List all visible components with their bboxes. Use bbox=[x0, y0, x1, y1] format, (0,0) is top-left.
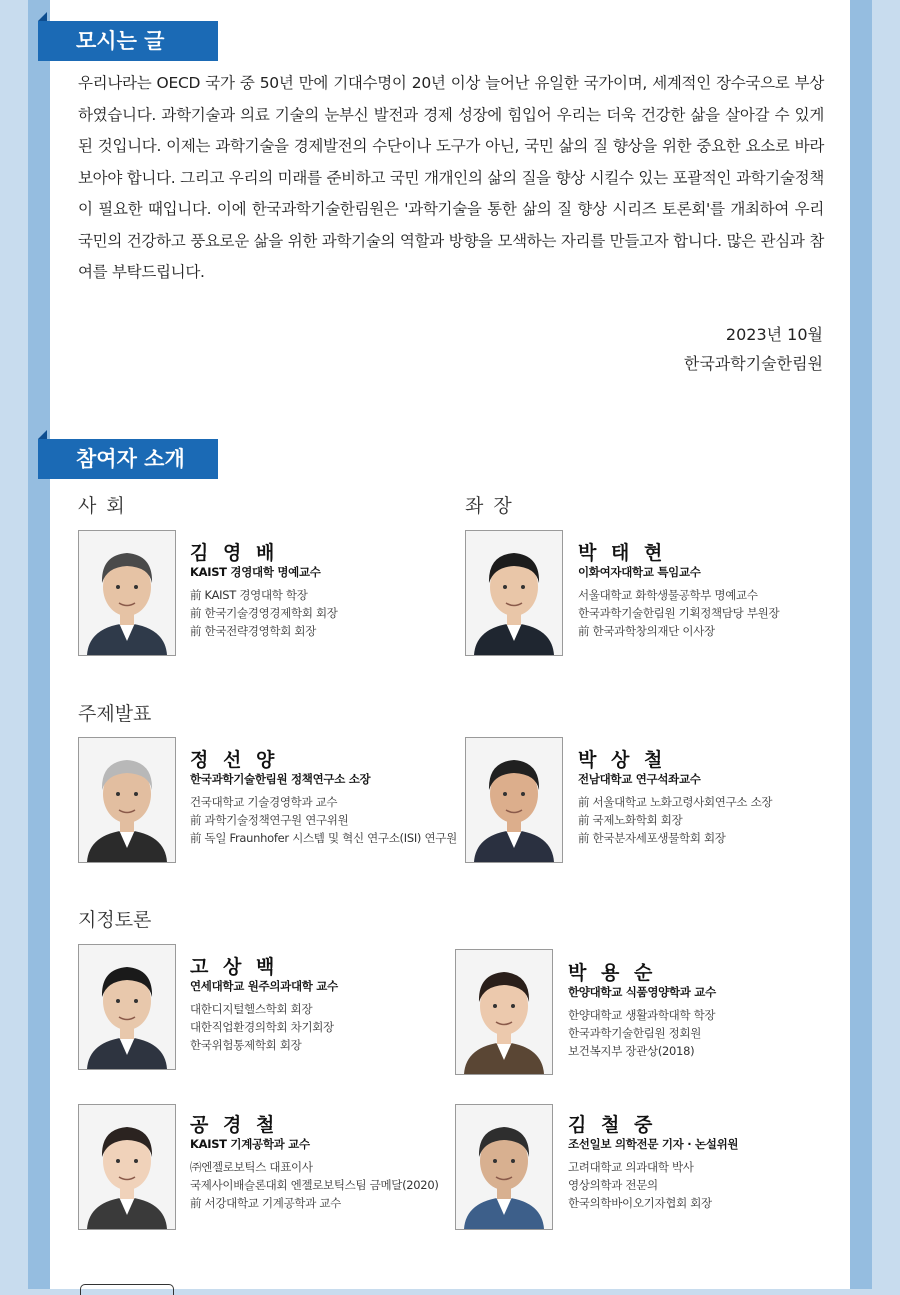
person-photo bbox=[455, 1104, 553, 1230]
career-item: 영상의학과 전문의 bbox=[568, 1178, 658, 1192]
person-title: 한국과학기술한림원 정책연구소 소장 bbox=[190, 772, 371, 786]
role-moderator: 사 회 bbox=[78, 495, 127, 517]
career-item: 前 KAIST 경영대학 학장 bbox=[190, 588, 308, 602]
person-title: 이화여자대학교 특임교수 bbox=[578, 565, 701, 579]
career-item: 건국대학교 기술경영학과 교수 bbox=[190, 795, 338, 809]
career-item: 한국과학기술한림원 기획정책담당 부원장 bbox=[578, 606, 780, 620]
role-discussion: 지정토론 bbox=[78, 909, 152, 931]
greeting-heading-text: 모시는 글 bbox=[76, 29, 165, 53]
greeting-date: 2023년 10월 bbox=[725, 325, 823, 344]
person-title: KAIST 기계공학과 교수 bbox=[190, 1137, 310, 1151]
career-item: 前 한국과학창의재단 이사장 bbox=[578, 624, 715, 638]
person-title: 전남대학교 연구석좌교수 bbox=[578, 772, 701, 786]
person-photo bbox=[455, 949, 553, 1075]
person-photo bbox=[465, 737, 563, 863]
person-career bbox=[190, 1158, 439, 1212]
person-name: 박 용 순 bbox=[568, 962, 657, 984]
person-title: KAIST 경영대학 명예교수 bbox=[190, 565, 321, 579]
person-photo bbox=[78, 1104, 176, 1230]
career-item: 한양대학교 생활과학대학 학장 bbox=[568, 1008, 716, 1022]
career-item: 前 한국전략경영학회 회장 bbox=[190, 624, 316, 638]
person-career bbox=[578, 793, 772, 847]
heading-tab-decoration bbox=[38, 430, 47, 439]
career-item: 대한디지털헬스학회 회장 bbox=[190, 1002, 313, 1016]
person-title: 연세대학교 원주의과대학 교수 bbox=[190, 979, 338, 993]
role-presentation: 주제발표 bbox=[78, 703, 152, 725]
person-photo bbox=[465, 530, 563, 656]
career-item: 서울대학교 화학생물공학부 명예교수 bbox=[578, 588, 758, 602]
person-career bbox=[190, 793, 457, 847]
person-name: 김 영 배 bbox=[190, 542, 279, 564]
career-item: 前 한국분자세포생물학회 회장 bbox=[578, 831, 726, 845]
career-item: 보건복지부 장관상(2018) bbox=[568, 1044, 695, 1058]
person-photo bbox=[78, 530, 176, 656]
career-item: 한국위험통제학회 회장 bbox=[190, 1038, 302, 1052]
career-item: 대한직업환경의학회 차기회장 bbox=[190, 1020, 334, 1034]
greeting-body: 우리나라는 OECD 국가 중 50년 만에 기대수명이 20년 이상 늘어난 유일한 국가이며, 세계적인 장수국으로 부상하였습니다. 과학기술과 의료 기술의 눈부신 발전과 경제 성장에 힘입어 우리는 더욱 건강한 삶을 살아갈 수 있게 된 것입니다. 이제는 과학기술을 경제발전의 수단이나 도구가 아닌, 국민 삶의 질 향상을 위한 중요한 요소로 바라보아야 합니다. 그리고 우리의 미래를 준비하고 국민 개개인의 삶의 질을 향상 시킬수 있는 포괄적인 과학기술정책이 필요한 때입니다. 이에 한국과학기술한림원은 '과학기술을 통한 삶의 질 향상 시리즈 토론회'를 개최하여 우리 국민의 건강하고 풍요로운 삶을 위한 과학기술의 역할과 방향을 모색하는 자리를 만들고자 합니다. 많은 관심과 참여를 부탁드립니다. bbox=[78, 74, 824, 281]
greeting-organization: 한국과학기술한림원 bbox=[683, 354, 823, 373]
person-photo bbox=[78, 944, 176, 1070]
greeting-heading bbox=[38, 21, 218, 61]
heading-tab-decoration bbox=[38, 12, 47, 21]
person-name: 고 상 백 bbox=[190, 956, 279, 978]
career-item: 前 국제노화학회 회장 bbox=[578, 813, 683, 827]
participants-heading bbox=[38, 439, 218, 479]
person-name: 박 상 철 bbox=[578, 749, 667, 771]
person-photo bbox=[78, 737, 176, 863]
person-career bbox=[190, 586, 338, 640]
career-item: 前 서강대학교 기계공학과 교수 bbox=[190, 1196, 341, 1210]
career-item: ㈜엔젤로보틱스 대표이사 bbox=[190, 1160, 313, 1174]
career-item: 前 한국기술경영경제학회 회장 bbox=[190, 606, 338, 620]
career-item: 前 서울대학교 노화고령사회연구소 소장 bbox=[578, 795, 773, 809]
person-career bbox=[568, 1158, 712, 1212]
bottom-decoration bbox=[80, 1284, 174, 1295]
participants-heading-text: 참여자 소개 bbox=[76, 447, 185, 471]
role-chair: 좌 장 bbox=[465, 495, 514, 517]
career-item: 고려대학교 의과대학 박사 bbox=[568, 1160, 694, 1174]
career-item: 한국과학기술한림원 정회원 bbox=[568, 1026, 702, 1040]
person-career bbox=[190, 1000, 334, 1054]
career-item: 국제사이배슬론대회 엔젤로보틱스팀 금메달(2020) bbox=[190, 1178, 439, 1192]
person-name: 김 철 중 bbox=[568, 1114, 657, 1136]
career-item: 前 과학기술정책연구원 연구위원 bbox=[190, 813, 349, 827]
person-career bbox=[568, 1006, 715, 1060]
person-career bbox=[578, 586, 779, 640]
career-item: 前 독일 Fraunhofer 시스템 및 혁신 연구소(ISI) 연구원 bbox=[190, 831, 457, 845]
person-name: 박 태 현 bbox=[578, 542, 667, 564]
person-name: 정 선 양 bbox=[190, 749, 279, 771]
person-name: 공 경 철 bbox=[190, 1114, 279, 1136]
person-title: 조선일보 의학전문 기자 · 논설위원 bbox=[568, 1137, 739, 1151]
career-item: 한국의학바이오기자협회 회장 bbox=[568, 1196, 712, 1210]
person-title: 한양대학교 식품영양학과 교수 bbox=[568, 985, 716, 999]
